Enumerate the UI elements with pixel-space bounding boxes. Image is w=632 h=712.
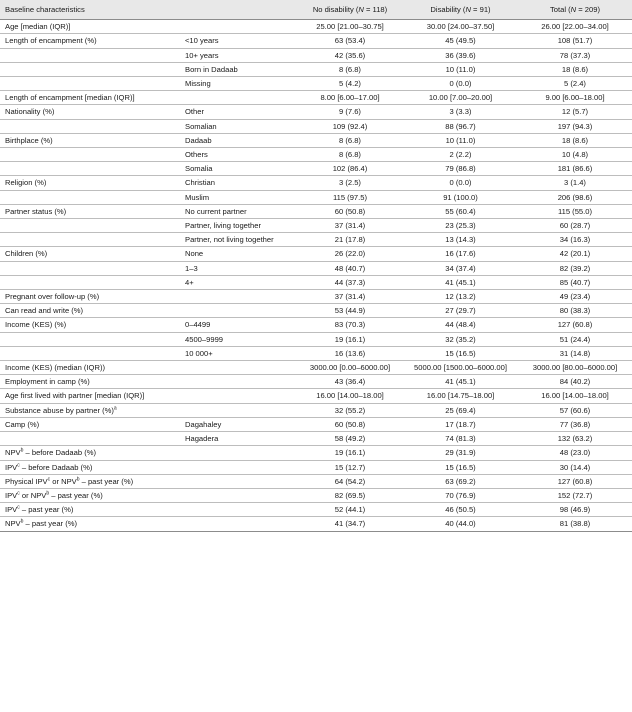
row-category xyxy=(180,375,297,389)
row-label xyxy=(0,48,180,62)
total-value: 49 (23.4) xyxy=(559,292,591,302)
row-category: Partner, living together xyxy=(185,221,261,231)
row-category: 10+ years xyxy=(185,50,219,60)
row-label: Can read and write (%) xyxy=(5,306,84,316)
no-disability-value: 58 (49.2) xyxy=(334,434,366,444)
table-row xyxy=(0,162,632,176)
no-disability-value: 37 (31.4) xyxy=(334,292,366,302)
row-label xyxy=(0,432,180,446)
footnote-marker: b xyxy=(76,476,80,483)
total-value: 197 (94.3) xyxy=(557,121,593,131)
row-category: 4500–9999 xyxy=(185,334,224,344)
no-disability-value: 3 (2.5) xyxy=(339,178,361,188)
row-label: NPV$^b$ – past year (%) xyxy=(5,518,78,529)
header-baseline-characteristics: Baseline characteristics xyxy=(5,5,85,14)
row-label: Birthplace (%) xyxy=(5,135,53,145)
total-value: 127 (60.8) xyxy=(557,320,593,330)
row-label: Income (KES) (median (IQR)) xyxy=(5,363,106,373)
row-category: Dadaab xyxy=(185,135,212,145)
row-label: NPV$^b$ – before Dadaab (%) xyxy=(5,447,97,458)
no-disability-value: 32 (55.2) xyxy=(334,405,366,415)
row-label: Nationality (%) xyxy=(5,107,55,117)
table-row xyxy=(0,219,632,233)
no-disability-value: 16.00 [14.00–18.00] xyxy=(316,391,384,401)
disability-value: 27 (29.7) xyxy=(445,306,476,316)
row-category xyxy=(180,446,297,460)
row-category: Other xyxy=(185,107,204,117)
row-label: Physical IPV$^c$ or NPV$^b$ – past year (%) xyxy=(5,476,134,486)
row-category: Somalia xyxy=(185,164,213,174)
row-category: <10 years xyxy=(185,36,219,46)
total-value: 16.00 [14.00–18.00] xyxy=(541,391,609,401)
row-category xyxy=(180,91,297,105)
table-row xyxy=(0,77,632,91)
row-label: Children (%) xyxy=(5,249,48,259)
no-disability-value: 60 (50.8) xyxy=(334,419,366,429)
no-disability-value: 26 (22.0) xyxy=(334,249,366,259)
row-category: 4+ xyxy=(185,277,194,287)
disability-value: 40 (44.0) xyxy=(445,519,476,529)
disability-value: 0 (0.0) xyxy=(449,178,472,188)
row-category xyxy=(180,503,297,517)
table-row xyxy=(0,91,632,105)
row-category: 0–4499 xyxy=(185,320,211,330)
disability-value: 5000.00 [1500.00–6000.00] xyxy=(414,363,507,373)
total-value: 34 (16.3) xyxy=(559,235,591,245)
total-value: 115 (55.0) xyxy=(557,206,593,216)
table-row xyxy=(0,176,632,190)
total-value: 77 (36.8) xyxy=(559,419,591,429)
table-row xyxy=(0,417,632,431)
no-disability-value: 115 (97.5) xyxy=(332,192,368,202)
disability-value: 32 (35.2) xyxy=(445,334,476,344)
row-label xyxy=(0,332,180,346)
row-label: IPV$^c$ or NPV$^b$ – past year (%) xyxy=(5,490,103,500)
total-value: 5 (2.4) xyxy=(564,79,586,89)
total-value: 10 (4.8) xyxy=(561,150,589,160)
footnote-marker: b xyxy=(20,518,24,525)
disability-value: 34 (37.4) xyxy=(445,263,476,273)
table-row xyxy=(0,432,632,446)
row-label xyxy=(0,119,180,133)
no-disability-value: 83 (70.3) xyxy=(334,320,366,330)
row-label xyxy=(0,148,180,162)
disability-value: 36 (39.6) xyxy=(445,50,476,60)
row-category: 1–3 xyxy=(185,263,198,273)
row-category: Missing xyxy=(185,79,211,89)
disability-value: 88 (96.7) xyxy=(445,121,476,131)
disability-value: 10 (11.0) xyxy=(445,64,476,74)
table-row xyxy=(0,233,632,247)
total-value: 12 (5.7) xyxy=(561,107,589,117)
disability-value: 17 (18.7) xyxy=(445,419,476,429)
disability-value: 74 (81.3) xyxy=(445,434,476,444)
disability-value: 79 (86.8) xyxy=(445,164,476,174)
no-disability-value: 109 (92.4) xyxy=(332,121,368,131)
table-row xyxy=(0,375,632,389)
disability-value: 10.00 [7.00–20.00] xyxy=(428,93,493,103)
row-category: No current partner xyxy=(185,206,247,216)
total-value: 60 (28.7) xyxy=(559,221,591,231)
no-disability-value: 8 (6.8) xyxy=(339,150,361,160)
total-value: 26.00 [22.00–34.00] xyxy=(541,22,609,32)
table-row xyxy=(0,290,632,304)
row-label xyxy=(0,233,180,247)
row-category: Born in Dadaab xyxy=(185,64,238,74)
total-value: 30 (14.4) xyxy=(559,462,591,472)
table-row xyxy=(0,20,632,34)
no-disability-value: 5 (4.2) xyxy=(339,79,361,89)
disability-value: 16.00 [14.75–18.00] xyxy=(426,391,495,401)
footnote-marker: c xyxy=(17,504,20,511)
no-disability-value: 16 (13.6) xyxy=(334,348,366,358)
no-disability-value: 37 (31.4) xyxy=(334,221,366,231)
table-row xyxy=(0,332,632,346)
table-row xyxy=(0,389,632,403)
disability-value: 45 (49.5) xyxy=(445,36,476,46)
row-category xyxy=(180,403,297,417)
total-value: 48 (23.0) xyxy=(559,448,591,458)
total-value: 57 (60.6) xyxy=(559,405,591,415)
header-no-disability: No disability (N = 118) xyxy=(312,5,388,14)
row-label xyxy=(0,261,180,275)
disability-value: 41 (45.1) xyxy=(445,277,476,287)
row-category: Partner, not living together xyxy=(185,235,274,245)
total-value: 127 (60.8) xyxy=(557,476,593,486)
disability-value: 29 (31.9) xyxy=(445,448,476,458)
disability-value: 15 (16.5) xyxy=(445,462,476,472)
no-disability-value: 19 (16.1) xyxy=(334,334,366,344)
row-label: Pregnant over follow-up (%) xyxy=(5,292,100,302)
disability-value: 46 (50.5) xyxy=(445,505,476,515)
footnote-marker: b xyxy=(20,447,24,454)
disability-value: 25 (69.4) xyxy=(445,405,476,415)
table-row xyxy=(0,34,632,48)
row-category xyxy=(180,361,297,375)
row-category: Somalian xyxy=(185,121,217,131)
row-category: Muslim xyxy=(185,192,210,202)
table-row xyxy=(0,247,632,261)
table-row xyxy=(0,318,632,332)
row-label: IPV$^c$ – past year (%) xyxy=(5,504,74,515)
table-row xyxy=(0,204,632,218)
row-category xyxy=(180,474,297,488)
total-value: 206 (98.6) xyxy=(557,192,593,202)
disability-value: 12 (13.2) xyxy=(445,292,476,302)
row-category: Hagadera xyxy=(185,434,219,444)
table-row xyxy=(0,474,632,488)
total-value: 108 (51.7) xyxy=(557,36,593,46)
total-value: 42 (20.1) xyxy=(559,249,591,259)
disability-value: 55 (60.4) xyxy=(445,206,476,216)
row-category xyxy=(180,517,297,531)
table-body xyxy=(0,20,632,531)
footnote-marker: b xyxy=(46,490,50,497)
table-row xyxy=(0,275,632,289)
total-value: 98 (46.9) xyxy=(559,505,591,515)
table-row xyxy=(0,62,632,76)
row-label: Religion (%) xyxy=(5,178,47,188)
no-disability-value: 53 (44.9) xyxy=(334,306,366,316)
no-disability-value: 9 (7.6) xyxy=(339,107,361,117)
disability-value: 41 (45.1) xyxy=(445,377,476,387)
disability-value: 91 (100.0) xyxy=(443,192,478,202)
no-disability-value: 21 (17.8) xyxy=(334,235,366,245)
row-label: IPV$^c$ – before Dadaab (%) xyxy=(5,461,93,472)
header-empty xyxy=(180,0,297,20)
table-row xyxy=(0,148,632,162)
row-label: Camp (%) xyxy=(5,419,40,429)
row-label: Length of encampment [median (IQR)] xyxy=(5,93,135,103)
total-value: 152 (72.7) xyxy=(557,490,593,500)
no-disability-value: 8.00 [6.00–17.00] xyxy=(320,93,380,103)
row-category: None xyxy=(185,249,204,259)
row-category xyxy=(180,460,297,474)
disability-value: 70 (76.9) xyxy=(445,490,476,500)
row-label xyxy=(0,62,180,76)
no-disability-value: 63 (53.4) xyxy=(334,36,366,46)
disability-value: 16 (17.6) xyxy=(445,249,476,259)
no-disability-value: 25.00 [21.00–30.75] xyxy=(316,22,384,32)
footnote-marker: c xyxy=(47,476,51,483)
row-label xyxy=(0,219,180,233)
row-label: Age [median (IQR)] xyxy=(5,22,71,32)
row-label xyxy=(0,275,180,289)
total-value: 18 (8.6) xyxy=(561,64,589,74)
no-disability-value: 52 (44.1) xyxy=(334,505,366,515)
total-value: 9.00 [6.00–18.00] xyxy=(545,93,605,103)
row-category xyxy=(180,488,297,502)
disability-value: 15 (16.5) xyxy=(445,348,476,358)
disability-value: 30.00 [24.00–37.50] xyxy=(426,22,495,32)
row-label: Substance abuse by partner (%)$^a$ xyxy=(5,405,117,415)
row-label xyxy=(0,346,180,360)
no-disability-value: 64 (54.2) xyxy=(334,476,366,486)
total-value: 84 (40.2) xyxy=(559,377,591,387)
table-row xyxy=(0,503,632,517)
table-header xyxy=(0,0,632,20)
total-value: 85 (40.7) xyxy=(559,277,591,287)
no-disability-value: 41 (34.7) xyxy=(334,519,366,529)
table-row xyxy=(0,517,632,531)
row-category xyxy=(180,389,297,403)
row-category xyxy=(180,304,297,318)
row-category xyxy=(180,20,297,34)
table-row xyxy=(0,460,632,474)
table-row xyxy=(0,261,632,275)
row-label xyxy=(0,77,180,91)
row-category: 10 000+ xyxy=(185,348,213,358)
no-disability-value: 15 (12.7) xyxy=(334,462,366,472)
table-row xyxy=(0,403,632,417)
table-row xyxy=(0,361,632,375)
table-row xyxy=(0,446,632,460)
no-disability-value: 60 (50.8) xyxy=(334,206,366,216)
disability-value: 10 (11.0) xyxy=(445,135,476,145)
row-label: Partner status (%) xyxy=(5,206,67,216)
footnote-marker: c xyxy=(17,490,20,497)
disability-value: 3 (3.3) xyxy=(449,107,472,117)
total-value: 78 (37.3) xyxy=(559,50,591,60)
total-value: 18 (8.6) xyxy=(561,135,589,145)
table-row xyxy=(0,48,632,62)
disability-value: 63 (69.2) xyxy=(445,476,476,486)
total-value: 3 (1.4) xyxy=(564,178,586,188)
row-category xyxy=(180,290,297,304)
row-category: Dagahaley xyxy=(185,419,222,429)
table-row xyxy=(0,105,632,119)
row-label: Age first lived with partner [median (IQR)] xyxy=(5,391,145,401)
total-value: 3000.00 [80.00–6000.00] xyxy=(532,363,618,373)
total-value: 81 (38.8) xyxy=(559,519,591,529)
disability-value: 2 (2.2) xyxy=(449,150,472,160)
row-category: Others xyxy=(185,150,208,160)
disability-value: 13 (14.3) xyxy=(445,235,476,245)
total-value: 132 (63.2) xyxy=(557,434,593,444)
header-disability: Disability (N = 91) xyxy=(430,5,491,14)
no-disability-value: 42 (35.6) xyxy=(334,50,366,60)
total-value: 181 (86.6) xyxy=(557,164,593,174)
footnote-marker: a xyxy=(113,405,117,412)
row-label: Employment in camp (%) xyxy=(5,377,90,387)
total-value: 80 (38.3) xyxy=(559,306,591,316)
footnote-marker: c xyxy=(17,461,20,468)
table-row xyxy=(0,488,632,502)
table-row xyxy=(0,304,632,318)
total-value: 51 (24.4) xyxy=(559,334,591,344)
table-row xyxy=(0,133,632,147)
no-disability-value: 43 (36.4) xyxy=(334,377,366,387)
no-disability-value: 3000.00 [0.00–6000.00] xyxy=(309,363,391,373)
header-row xyxy=(0,0,632,20)
total-value: 82 (39.2) xyxy=(559,263,591,273)
row-label: Length of encampment (%) xyxy=(5,36,97,46)
no-disability-value: 48 (40.7) xyxy=(334,263,366,273)
row-label xyxy=(0,190,180,204)
no-disability-value: 19 (16.1) xyxy=(334,448,366,458)
table-row xyxy=(0,119,632,133)
disability-value: 44 (48.4) xyxy=(445,320,476,330)
no-disability-value: 8 (6.8) xyxy=(339,135,361,145)
no-disability-value: 102 (86.4) xyxy=(332,164,368,174)
disability-value: 0 (0.0) xyxy=(449,79,472,89)
disability-value: 23 (25.3) xyxy=(445,221,476,231)
no-disability-value: 44 (37.3) xyxy=(334,277,366,287)
table-row xyxy=(0,190,632,204)
no-disability-value: 82 (69.5) xyxy=(334,490,366,500)
row-label xyxy=(0,162,180,176)
table-row xyxy=(0,346,632,360)
row-category: Christian xyxy=(185,178,215,188)
no-disability-value: 8 (6.8) xyxy=(339,64,361,74)
header-total: Total (N = 209) xyxy=(549,5,601,14)
row-label: Income (KES) (%) xyxy=(5,320,67,330)
total-value: 31 (14.8) xyxy=(559,348,591,358)
